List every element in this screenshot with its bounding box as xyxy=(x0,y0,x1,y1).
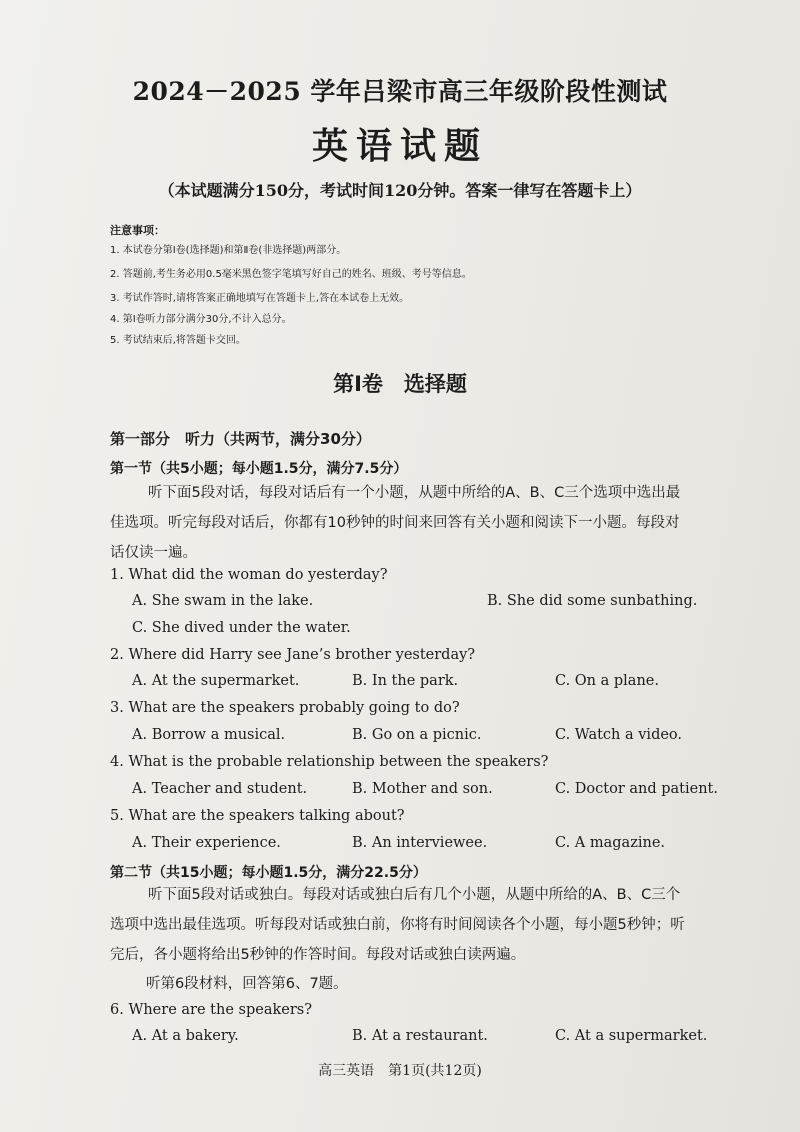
notes-item: 3. 考试作答时,请将答案正确地填写在答题卡上,答在本试卷上无效。 xyxy=(110,293,410,304)
question-stem: 3. What are the speakers probably going to do? xyxy=(110,700,460,716)
option-b: B. Mother and son. xyxy=(352,781,493,797)
page-footer: 高三英语 第1页(共12页) xyxy=(318,1063,482,1079)
notes-heading: 注意事项： xyxy=(110,224,165,237)
option-a: A. She swam in the lake. xyxy=(132,593,314,609)
material-line: 听第6段材料，回答第6、7题。 xyxy=(146,976,348,992)
option-c: C. A magazine. xyxy=(555,835,666,851)
volume-title: 第Ⅰ卷 选择题 xyxy=(333,372,467,396)
option-a: A. At a bakery. xyxy=(132,1028,239,1044)
exam-note: （本试题满分150分，考试时间120分钟。答案一律写在答题卡上） xyxy=(158,181,642,200)
option-c: C. She dived under the water. xyxy=(132,620,351,636)
notes-item: 4. 第Ⅰ卷听力部分满分30分,不计入总分。 xyxy=(110,314,292,325)
option-a: A. Their experience. xyxy=(132,835,281,851)
section2-title: 第二节（共15小题；每小题1.5分，满分22.5分） xyxy=(110,865,427,881)
option-c: C. At a supermarket. xyxy=(555,1028,708,1044)
option-a: A. Teacher and student. xyxy=(132,781,308,797)
question-stem: 2. Where did Harry see Jane’s brother yesterday? xyxy=(110,647,476,663)
option-c: C. Doctor and patient. xyxy=(555,781,718,797)
notes-item: 1. 本试卷分第Ⅰ卷(选择题)和第Ⅱ卷(非选择题)两部分。 xyxy=(110,245,347,256)
option-b: B. She did some sunbathing. xyxy=(487,593,698,609)
option-b: B. An interviewee. xyxy=(352,835,488,851)
option-a: A. At the supermarket. xyxy=(132,673,300,689)
question-stem: 4. What is the probable relationship between the speakers? xyxy=(110,754,549,770)
option-b: B. In the park. xyxy=(352,673,459,689)
section2-instructions: 听下面5段对话或独白。每段对话或独白后有几个小题，从题中所给的A、B、C三个选项中选出最佳选项。听每段对话或独白前，你将有时间阅读各个小题，每小题5秒钟；听完后，各小题将给出5秒钟的作答时间。每段对话或独白读两遍。 xyxy=(110,887,685,963)
question-stem: 1. What did the woman do yesterday? xyxy=(110,567,388,583)
section1-title: 第一节（共5小题；每小题1.5分，满分7.5分） xyxy=(110,461,408,477)
subject-title: 英语试题 xyxy=(311,125,488,167)
exam-title: 2024－2025 学年吕梁市高三年级阶段性测试 xyxy=(132,77,668,106)
option-c: C. On a plane. xyxy=(555,673,659,689)
option-a: A. Borrow a musical. xyxy=(132,727,286,743)
notes-item: 5. 考试结束后,将答题卡交回。 xyxy=(110,335,246,346)
option-c: C. Watch a video. xyxy=(555,727,683,743)
option-b: B. Go on a picnic. xyxy=(352,727,482,743)
section1-instructions: 听下面5段对话，每段对话后有一个小题，从题中所给的A、B、C三个选项中选出最佳选项。听完每段对话后，你都有10秒钟的时间来回答有关小题和阅读下一小题。每段对话仅读一遍。 xyxy=(110,485,681,561)
notes-item: 2. 答题前,考生务必用0.5毫米黑色签字笔填写好自己的姓名、班级、考号等信息。 xyxy=(110,269,472,280)
question-stem: 5. What are the speakers talking about? xyxy=(110,808,405,824)
question-stem: 6. Where are the speakers? xyxy=(110,1002,312,1018)
option-b: B. At a restaurant. xyxy=(352,1028,488,1044)
part1-title: 第一部分 听力（共两节，满分30分） xyxy=(110,430,371,448)
